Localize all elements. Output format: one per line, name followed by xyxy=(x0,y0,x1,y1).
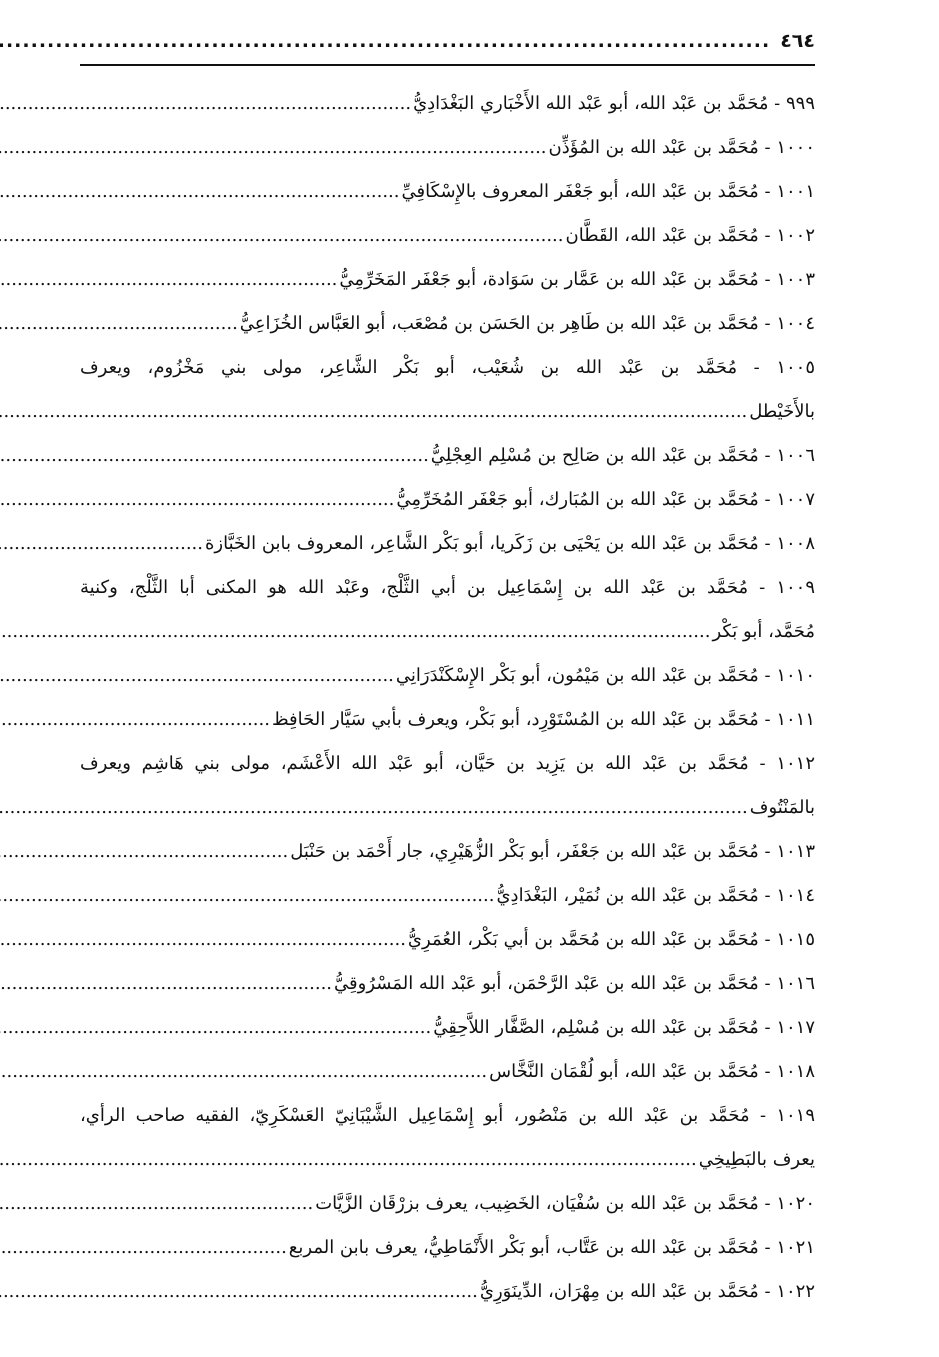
entry-text: ١٠٠٨ - مُحَمَّد بن عَبْد الله بن يَحْيَى بن زَكَريا، أبو بَكْر الشَّاعِر، المعروف بابن الخَبَّازة xyxy=(204,533,815,554)
entry-text: ١٠٠٩ - مُحَمَّد بن عَبْد الله بن إِسْمَاعِيل بن أبي الثَّلْج، وعَبْد الله هو المكنى أبا الثَّلْج، وكنية xyxy=(80,577,815,598)
entry-text: ١٠١٢ - مُحَمَّد بن عَبْد الله بن يَزِيد بن حَيَّان، أبو عَبْد الله الأَعْشَم، مولى بني هَاشِم ويعرف xyxy=(80,753,815,774)
entry-text: ١٠٢٢ - مُحَمَّد بن عَبْد الله بن مِهْرَان، الدِّينَوَرِيُّ xyxy=(479,1281,815,1302)
toc-entry xyxy=(80,258,815,302)
toc-entry xyxy=(80,566,815,610)
leader-dots xyxy=(0,918,406,962)
toc-entry xyxy=(80,434,815,478)
leader-dots xyxy=(0,698,270,742)
leader-dots xyxy=(0,390,747,434)
leader-dots xyxy=(0,1226,287,1270)
header-leader-dots xyxy=(0,30,770,52)
toc-entry xyxy=(80,962,815,1006)
entry-text: ١٠١٥ - مُحَمَّد بن عَبْد الله بن مُحَمَّد بن أبي بَكْر، العُمَرِيُّ xyxy=(407,929,815,950)
leader-dots xyxy=(0,830,288,874)
toc-entry-list xyxy=(80,82,815,1314)
entry-text: ١٠١٤ - مُحَمَّد بن عَبْد الله بن نُمَيْر، البَغْدَادِيُّ xyxy=(496,885,815,906)
entry-text: ١٠٢١ - مُحَمَّد بن عَبْد الله بن عَتَّاب، أبو بَكْر الأَنْمَاطِيُّ، يعرف بابن المربع xyxy=(288,1237,815,1258)
toc-entry xyxy=(80,1270,815,1314)
entry-text: ١٠١٨ - مُحَمَّد بن عَبْد الله، أبو لُقْمَان النَّخَّاس xyxy=(489,1061,815,1082)
toc-entry xyxy=(80,918,815,962)
toc-entry xyxy=(80,82,815,126)
toc-entry xyxy=(80,1050,815,1094)
leader-dots xyxy=(0,1270,478,1314)
leader-dots xyxy=(0,1138,697,1182)
leader-dots xyxy=(0,126,547,170)
leader-dots xyxy=(0,610,710,654)
entry-text: يعرف بالبَطِيخِي xyxy=(698,1149,815,1170)
entry-text: ١٠١١ - مُحَمَّد بن عَبْد الله بن المُسْتَوْرِد، أبو بَكْر، ويعرف بأبي سَيَّار الحَافِظ xyxy=(271,709,815,730)
leader-dots xyxy=(0,522,203,566)
entry-text: ١٠٠٤ - مُحَمَّد بن عَبْد الله بن طَاهِر بن الحَسَن بن مُصْعَب، أبو العَبَّاس الخُزَاعِيُّ xyxy=(239,313,815,334)
entry-text: ١٠١٣ - مُحَمَّد بن عَبْد الله بن جَعْفَر، أبو بَكْر الزُّهَيْرِي، جار أَحْمَد بن حَنْبَل xyxy=(290,841,815,862)
toc-entry xyxy=(80,390,815,434)
toc-entry xyxy=(80,1182,815,1226)
leader-dots xyxy=(0,258,337,302)
entry-text: ١٠٠٣ - مُحَمَّد بن عَبْد الله بن عَمَّار بن سَوَادة، أبو جَعْفَر المَخَرِّمِيُّ xyxy=(339,269,815,290)
leader-dots xyxy=(0,1050,487,1094)
entry-text: ١٠٠٧ - مُحَمَّد بن عَبْد الله بن المُبَارك، أبو جَعْفَر المُخَرِّمِيُّ xyxy=(396,489,815,510)
entry-text: ١٠٠٢ - مُحَمَّد بن عَبْد الله، القَطَّان xyxy=(565,225,815,246)
toc-entry xyxy=(80,874,815,918)
entry-text: ١٠١٦ - مُحَمَّد بن عَبْد الله بن عَبْد الرَّحْمَن، أبو عَبْد الله المَسْرُوقِيُّ xyxy=(334,973,815,994)
entry-text: ١٠٠٥ - مُحَمَّد بن عَبْد الله بن شُعَيْب، أبو بَكْر الشَّاعِر، مولى بني مَخْزُوم، ويعرف xyxy=(80,357,815,378)
leader-dots xyxy=(0,82,411,126)
leader-dots xyxy=(0,874,494,918)
entry-text: ١٠٢٠ - مُحَمَّد بن عَبْد الله بن سُفْيَان، الخَضِيب، يعرف بزرْقَان الزَّيَّات xyxy=(315,1193,815,1214)
toc-entry xyxy=(80,698,815,742)
toc-entry xyxy=(80,742,815,786)
entry-text: ٩٩٩ - مُحَمَّد بن عَبْد الله، أبو عَبْد الله الأَخْبَاري البَغْدَادِيُّ xyxy=(413,93,815,114)
toc-entry xyxy=(80,346,815,390)
header-rule xyxy=(80,64,815,66)
toc-entry xyxy=(80,1138,815,1182)
toc-entry xyxy=(80,214,815,258)
leader-dots xyxy=(0,654,394,698)
entry-text: ١٠٠١ - مُحَمَّد بن عَبْد الله، أبو جَعْفَر المعروف بالإِسْكَافِيِّ xyxy=(401,181,815,202)
leader-dots xyxy=(0,214,564,258)
leader-dots xyxy=(0,302,238,346)
toc-entry xyxy=(80,830,815,874)
toc-entry xyxy=(80,302,815,346)
entry-text: ١٠١٠ - مُحَمَّد بن عَبْد الله بن مَيْمُون، أبو بَكْر الإِسْكَنْدَرَانِي xyxy=(395,665,815,686)
entry-text: ١٠٠٦ - مُحَمَّد بن عَبْد الله بن صَالِح بن مُسْلِم العِجْلِيُّ xyxy=(430,445,815,466)
leader-dots xyxy=(0,962,332,1006)
toc-entry xyxy=(80,654,815,698)
toc-page xyxy=(80,30,815,1314)
toc-entry xyxy=(80,610,815,654)
toc-entry xyxy=(80,1226,815,1270)
entry-text: مُحَمَّد، أبو بَكْر xyxy=(712,621,815,642)
toc-entry xyxy=(80,786,815,830)
toc-entry xyxy=(80,522,815,566)
entry-text: بالأَخَيْطل xyxy=(749,401,815,422)
entry-text: ١٠١٧ - مُحَمَّد بن عَبْد الله بن مُسْلِم، الصَّفَّار اللاَّحِقِيُّ xyxy=(433,1017,815,1038)
toc-entry xyxy=(80,1094,815,1138)
toc-entry xyxy=(80,126,815,170)
toc-entry xyxy=(80,170,815,214)
leader-dots xyxy=(0,786,748,830)
leader-dots xyxy=(0,478,394,522)
entry-text: بالمَنْتُوف xyxy=(749,797,815,818)
toc-entry xyxy=(80,478,815,522)
page-number: ٤٦٤ xyxy=(780,30,815,52)
toc-entry xyxy=(80,1006,815,1050)
leader-dots xyxy=(0,1182,313,1226)
entry-text: ١٠٠٠ - مُحَمَّد بن عَبْد الله بن المُؤَذِّن xyxy=(548,137,815,158)
leader-dots xyxy=(0,434,429,478)
entry-text: ١٠١٩ - مُحَمَّد بن عَبْد الله بن مَنْصُور، أبو إِسْمَاعِيل الشَّيْبَانِيّ العَسْكَرِيّ، الفقيه صاحب الرأي، xyxy=(80,1105,815,1126)
leader-dots xyxy=(0,170,400,214)
leader-dots xyxy=(0,1006,431,1050)
page-header xyxy=(80,30,815,60)
